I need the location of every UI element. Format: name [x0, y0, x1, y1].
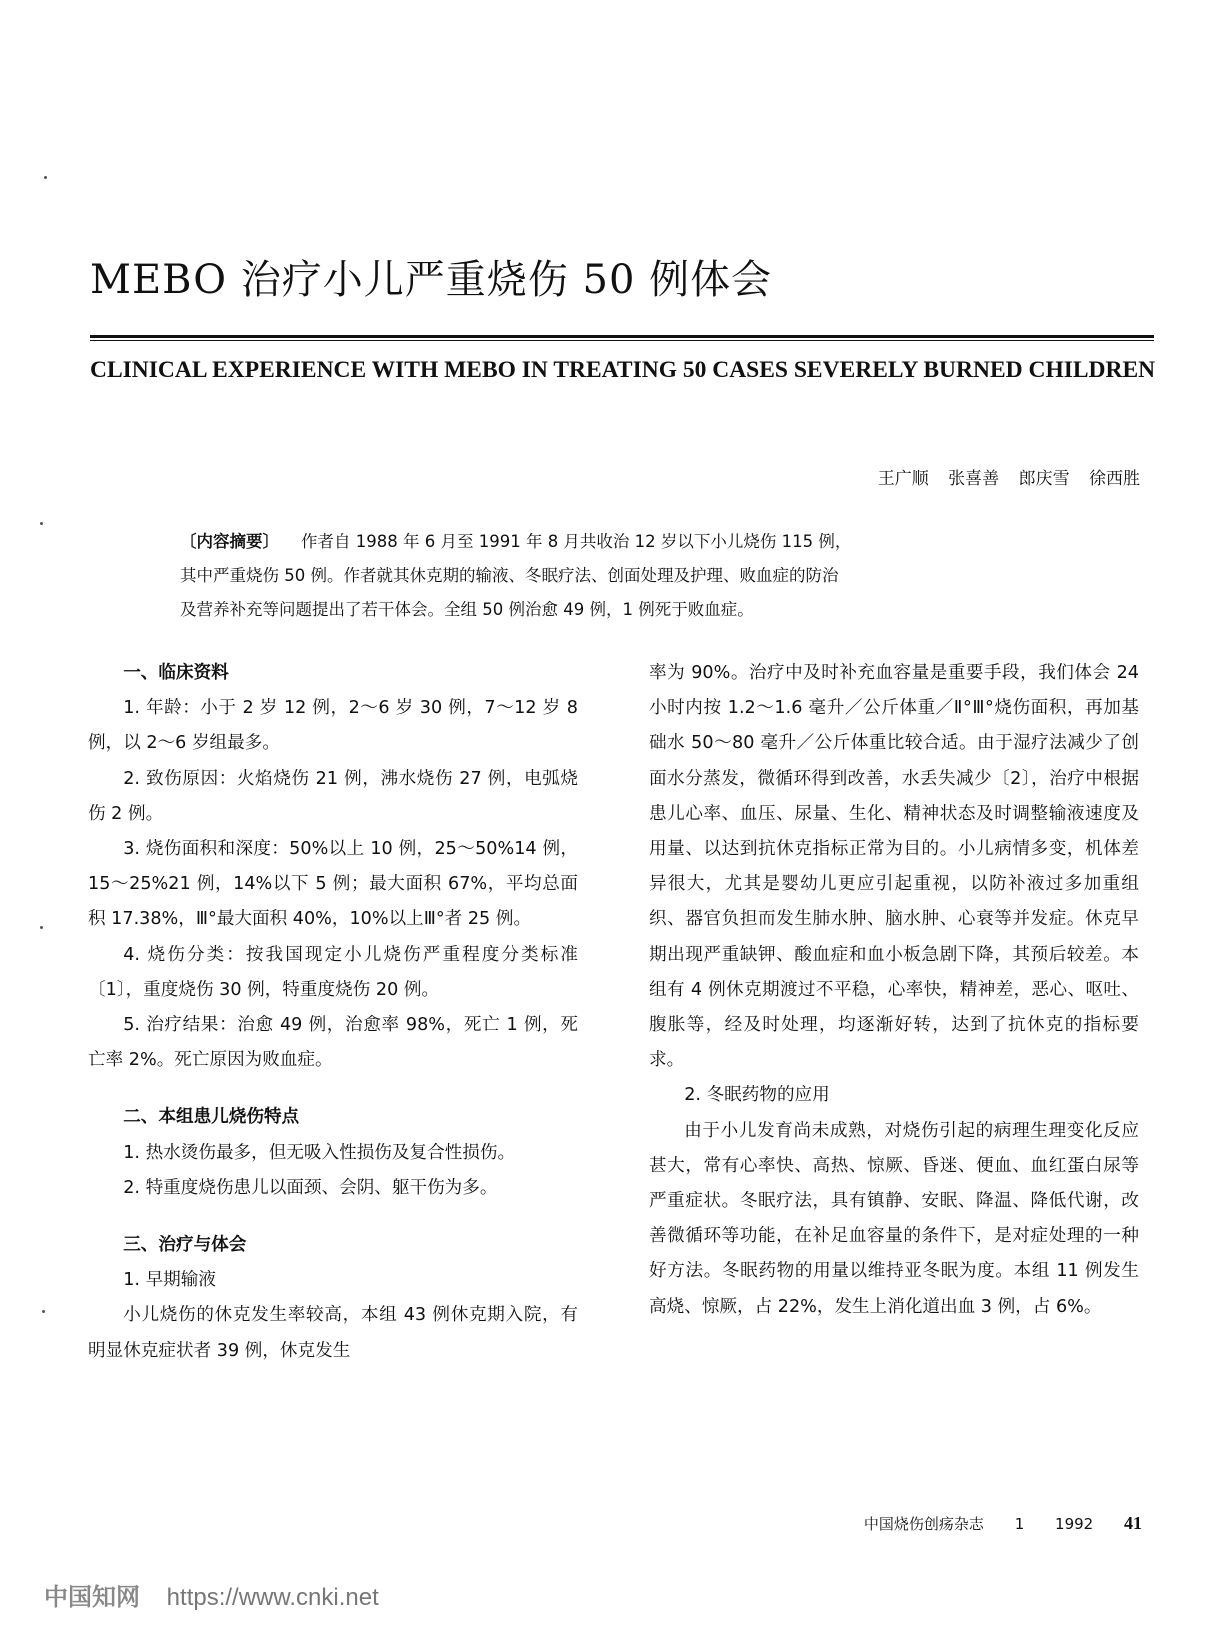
page-footer: [838, 1513, 1142, 1534]
paragraph: 1. 热水烫伤最多，但无吸入性损伤及复合性损伤。: [123, 1142, 516, 1163]
page-number: 41: [1124, 1513, 1142, 1533]
page-title: MEBO 治疗小儿严重烧伤 50 例体会: [90, 257, 773, 303]
title-divider-thin: [90, 340, 1154, 341]
scan-speck: [44, 176, 47, 179]
section-heading-1: 一、临床资料: [123, 663, 229, 683]
cnki-logo: 中国知网: [44, 1584, 140, 1611]
scan-speck: [42, 1310, 45, 1313]
paragraph: 5. 治疗结果：治愈 49 例，治愈率 98%，死亡 1 例，死亡率 2%。死亡原因为败血症。: [88, 1015, 578, 1071]
paragraph: 4. 烧伤分类：按我国现定小儿烧伤严重程度分类标准〔1〕，重度烧伤 30 例，特重度烧伤 20 例。: [88, 944, 578, 1000]
subheading: 1. 早期输液: [123, 1270, 216, 1291]
paragraph: 小儿烧伤的休克发生率较高，本组 43 例休克期入院，有明显休克症状者 39 例，休克发生: [88, 1305, 578, 1361]
paragraph: 率为 90%。治疗中及时补充血容量是重要手段，我们体会 24 小时内按 1.2～1.6 毫升／公斤体重／Ⅱ°Ⅲ°烧伤面积，再加基础水 50～80 毫升／公斤体重比较合适。由于湿疗法减少了创面水分蒸发，微循环得到改善，水丢失减少〔2〕，治疗中根据患儿心率、血压、尿量、生化、精神状态及时调整输液速度及用量、以达到抗休克指标正常为目的。小儿病情多变，机体差异很大，尤其是婴幼儿更应引起重视，以防补液过多加重组织、器官负担而发生肺水肿、脑水肿、心衰等并发症。休克早期出现严重缺钾、酸血症和血小板急剧下降，其预后较差。本组有 4 例休克期渡过不平稳，心率快，精神差，恶心、呕吐、腹胀等，经及时处理，均逐渐好转，达到了抗休克的指标要求。: [649, 663, 1139, 1071]
paragraph: 1. 年龄：小于 2 岁 12 例，2～6 岁 30 例，7～12 岁 8 例，以 2～6 岁组最多。: [88, 698, 578, 754]
paragraph: 2. 致伤原因：火焰烧伤 21 例，沸水烧伤 27 例，电弧烧伤 2 例。: [88, 768, 578, 824]
abstract-label: 〔内容摘要〕: [180, 532, 279, 551]
title-divider: [90, 335, 1154, 338]
abstract-line-1: 〔内容摘要〕 作者自 1988 年 6 月至 1991 年 8 月共收治 12 岁以下小儿烧伤 115 例，: [180, 532, 852, 551]
abstract: [180, 525, 1080, 627]
paragraph: 由于小儿发育尚未成熟，对烧伤引起的病理生理变化反应甚大，常有心率快、高热、惊厥、昏迷、便血、血红蛋白尿等严重症状。冬眠疗法，具有镇静、安眠、降温、降低代谢，改善微循环等功能，在补足血容量的条件下，是对症处理的一种好方法。冬眠药物的用量以维持亚冬眠为度。本组 11 例发生高烧、惊厥，占 22%，发生上消化道出血 3 例，占 6%。: [649, 1120, 1139, 1317]
scan-speck: [40, 522, 43, 525]
journal-name: 中国烧伤创疡杂志: [863, 1515, 984, 1533]
section-heading-3: 三、治疗与体会: [123, 1235, 247, 1256]
paragraph: 2. 特重度烧伤患儿以面颈、会阴、躯干伤为多。: [123, 1177, 498, 1198]
authors: 王广顺 张喜善 郎庆雪 徐西胜: [877, 469, 1140, 489]
english-title: CLINICAL EXPERIENCE WITH MEBO IN TREATING 50 CASES SEVERELY BURNED CHILDREN: [90, 357, 1156, 383]
section-heading-2: 二、本组患儿烧伤特点: [123, 1107, 300, 1128]
scan-speck: [40, 926, 43, 929]
paragraph: 3. 烧伤面积和深度：50%以上 10 例，25～50%14 例，15～25%21 例，14%以下 5 例；最大面积 67%，平均总面积 17.38%，Ⅲ°最大面积 40%，10%以上Ⅲ°者 25 例。: [88, 839, 578, 930]
subheading: 2. 冬眠药物的应用: [684, 1085, 830, 1106]
cnki-watermark: [44, 1577, 379, 1612]
cnki-url[interactable]: https://www.cnki.net: [166, 1584, 379, 1611]
year: 1992: [1055, 1515, 1094, 1533]
left-column: [88, 656, 578, 1369]
abstract-line-2: 其中严重烧伤 50 例。作者就其休克期的输液、冬眠疗法、创面处理及护理、败血症的防治: [180, 566, 839, 585]
issue-number: 1: [1014, 1515, 1025, 1533]
abstract-line-3: 及营养补充等问题提出了若干体会。全组 50 例治愈 49 例，1 例死于败血症。: [180, 600, 754, 619]
right-column: [649, 656, 1139, 1325]
